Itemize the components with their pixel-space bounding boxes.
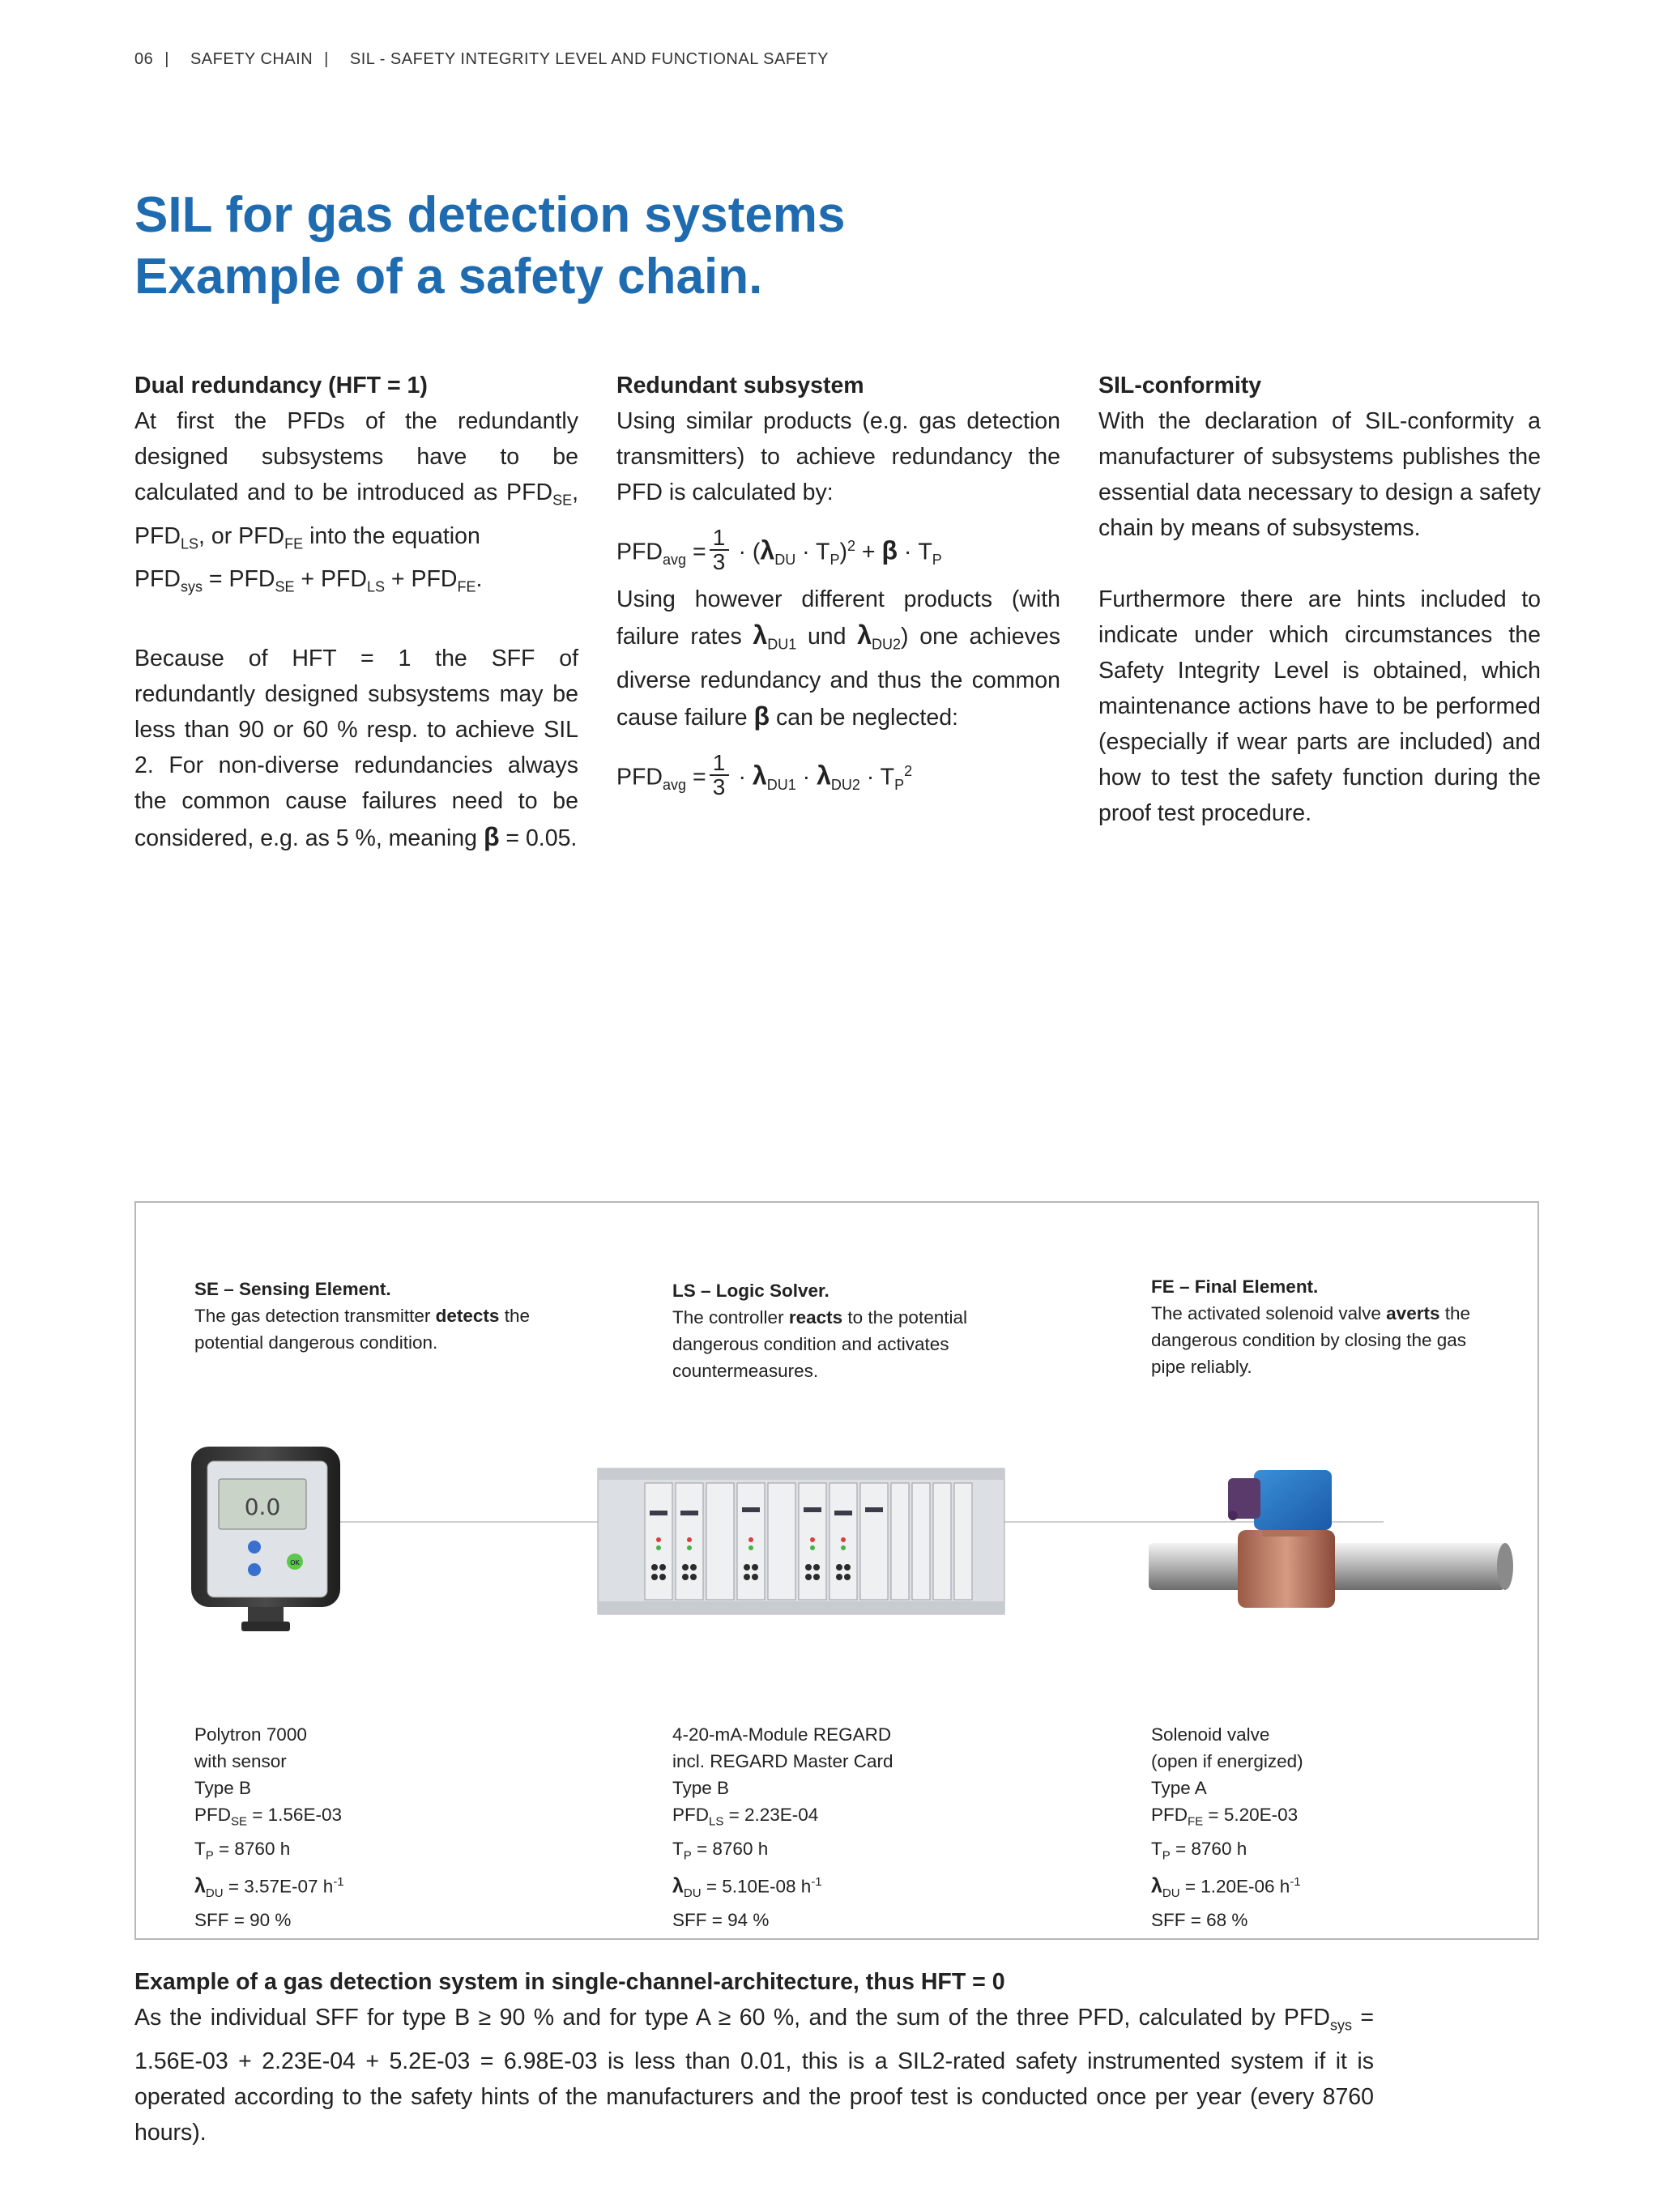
single-channel-example — [134, 1964, 1374, 2150]
gas-detection-transmitter-image — [185, 1442, 347, 1636]
column-heading: SIL-conformity — [1098, 373, 1262, 399]
paragraph: At first the PFDs of the redundantly designed subsystems have to be calculated and to be introduced as $PFD_{SE}$, $PFD_{LS}$, or $PFD_{FE}$ into the equation — [134, 408, 578, 552]
column-heading: Redundant subsystem — [616, 373, 864, 399]
example-heading: Example of a gas detection system in single-channel-architecture, thus HFT = 0 — [134, 1969, 1005, 1995]
paragraph: Furthermore there are hints included to indicate under which circumstances the Safety Integrity Level is obtained, which maintenance actions have to be performed (especially if wear parts are included) and how to test the safety function during the proof test procedure. — [1098, 586, 1541, 826]
paragraph: Because of HFT = 1 the SFF of redundantly designed subsystems may be less than 90 or 60 % resp. to achieve SIL 2. For non-diverse redundancies always the common cause failures need to be considered, e.g. as 5 %, meaning β = 0.05. — [134, 646, 578, 852]
running-header — [134, 50, 829, 69]
spec-type: Type B — [672, 1778, 730, 1798]
spec-product-detail: with sensor — [194, 1751, 287, 1771]
spec-type: Type A — [1151, 1778, 1207, 1798]
se-heading: SE – Sensing Element. — [194, 1279, 391, 1299]
solenoid-valve-image — [1149, 1446, 1521, 1632]
page-number: 06 — [134, 50, 154, 68]
formula-pfd-avg-similar: $PFD_{avg}$ = $\frac{1}{3}$ · $(\lambda_{DU} \cdot T_P)^2 + \beta \cdot T_P$ — [616, 524, 942, 574]
column-redundant-subsystem — [616, 368, 1060, 807]
spec-tp: $T_P = 8760$ h — [672, 1838, 769, 1862]
column-dual-redundancy — [134, 368, 578, 856]
regard-controller-rack-image — [596, 1462, 1006, 1621]
page-title-line1: SIL for gas detection systems — [134, 187, 846, 243]
spec-sff: SFF = 94 % — [672, 1910, 770, 1930]
safety-chain-figure — [134, 1201, 1539, 1940]
ls-specifications — [672, 1721, 1013, 1933]
spec-pfd: $PFD_{FE} = 5.20E-03$ — [1151, 1805, 1299, 1829]
ls-caption — [672, 1277, 1013, 1384]
spec-type: Type B — [194, 1778, 252, 1798]
se-description: The gas detection transmitter detects the potential dangerous condition. — [194, 1306, 530, 1353]
example-paragraph: As the individual SFF for type B ≥ 90 % and for type A ≥ 60 %, and the sum of the three PFD, calculated by $PFD_{sys} = 1.56E-03 + 2.23E-04 + 5.2E-03 = 6.98E-03$ is less than 0.01, this is a SIL2-rated safety instrumented system if it is operated according to the safety hints of the manufacturers and the proof test is conducted once per year (every 8760 hours). — [134, 2005, 1374, 2146]
se-caption — [194, 1276, 535, 1356]
page-title-line2: Example of a safety chain. — [134, 249, 763, 305]
fe-description: The activated solenoid valve averts the dangerous condition by closing the gas pipe reliably. — [1151, 1303, 1471, 1377]
spec-tp: $T_P = 8760$ h — [194, 1838, 291, 1862]
spacer — [1098, 546, 1541, 582]
spec-lambda-du: $\lambda_{DU} = 1.20E-06$ $h^{-1}$ — [1151, 1874, 1301, 1900]
spec-product-name: Solenoid valve — [1151, 1724, 1270, 1745]
header-separator: | — [324, 50, 329, 68]
column-sil-conformity — [1098, 368, 1541, 831]
paragraph: Using however different products (with failure rates $\lambda_{DU1}$ und $\lambda_{DU2}$) one achieves diverse redundancy and thus the common cause failure β can be neglected: — [616, 586, 1060, 731]
spec-sff: SFF = 68 % — [1151, 1910, 1248, 1930]
spacer — [134, 605, 578, 641]
se-specifications — [194, 1721, 535, 1933]
spec-product-detail: incl. REGARD Master Card — [672, 1751, 893, 1771]
fe-caption — [1151, 1273, 1491, 1380]
transmitter-display-value: 0.0 — [244, 1494, 281, 1520]
paragraph: With the declaration of SIL-conformity a manufacturer of subsystems publishes the essential data necessary to design a safety chain by means of subsystems. — [1098, 408, 1541, 541]
equation-pfd-sys: $PFD_{sys} = PFD_{SE} + PFD_{LS} + PFD_{FE}$. — [134, 566, 483, 596]
header-separator: | — [164, 50, 169, 68]
spec-lambda-du: $\lambda_{DU} = 3.57E-07$ $h^{-1}$ — [194, 1874, 344, 1900]
spec-sff: SFF = 90 % — [194, 1910, 292, 1930]
fe-specifications — [1151, 1721, 1491, 1933]
spec-pfd: $PFD_{LS} = 2.23E-04$ — [672, 1805, 819, 1829]
ls-heading: LS – Logic Solver. — [672, 1281, 830, 1301]
ok-button-label: OK — [290, 1559, 300, 1566]
fe-heading: FE – Final Element. — [1151, 1276, 1319, 1297]
spec-product-detail: (open if energized) — [1151, 1751, 1303, 1771]
formula-pfd-avg-diverse: $PFD_{avg}$ = $\frac{1}{3}$ · $\lambda_{DU1} \cdot \lambda_{DU2} \cdot T_P^2$ — [616, 749, 913, 799]
column-heading: Dual redundancy (HFT = 1) — [134, 373, 428, 399]
header-section: SAFETY CHAIN — [190, 50, 313, 68]
spec-tp: $T_P = 8760$ h — [1151, 1838, 1247, 1862]
spec-product-name: Polytron 7000 — [194, 1724, 307, 1745]
paragraph: Using similar products (e.g. gas detection transmitters) to achieve redundancy the PFD is calculated by: — [616, 408, 1060, 505]
spec-pfd: $PFD_{SE} = 1.56E-03$ — [194, 1805, 342, 1829]
spec-product-name: 4-20-mA-Module REGARD — [672, 1724, 892, 1745]
header-subsection: SIL - SAFETY INTEGRITY LEVEL AND FUNCTIONAL SAFETY — [349, 50, 829, 68]
ls-description: The controller reacts to the potential dangerous condition and activates countermeasures. — [672, 1307, 967, 1381]
spec-lambda-du: $\lambda_{DU} = 5.10E-08$ $h^{-1}$ — [672, 1874, 822, 1900]
page-title — [134, 185, 845, 308]
